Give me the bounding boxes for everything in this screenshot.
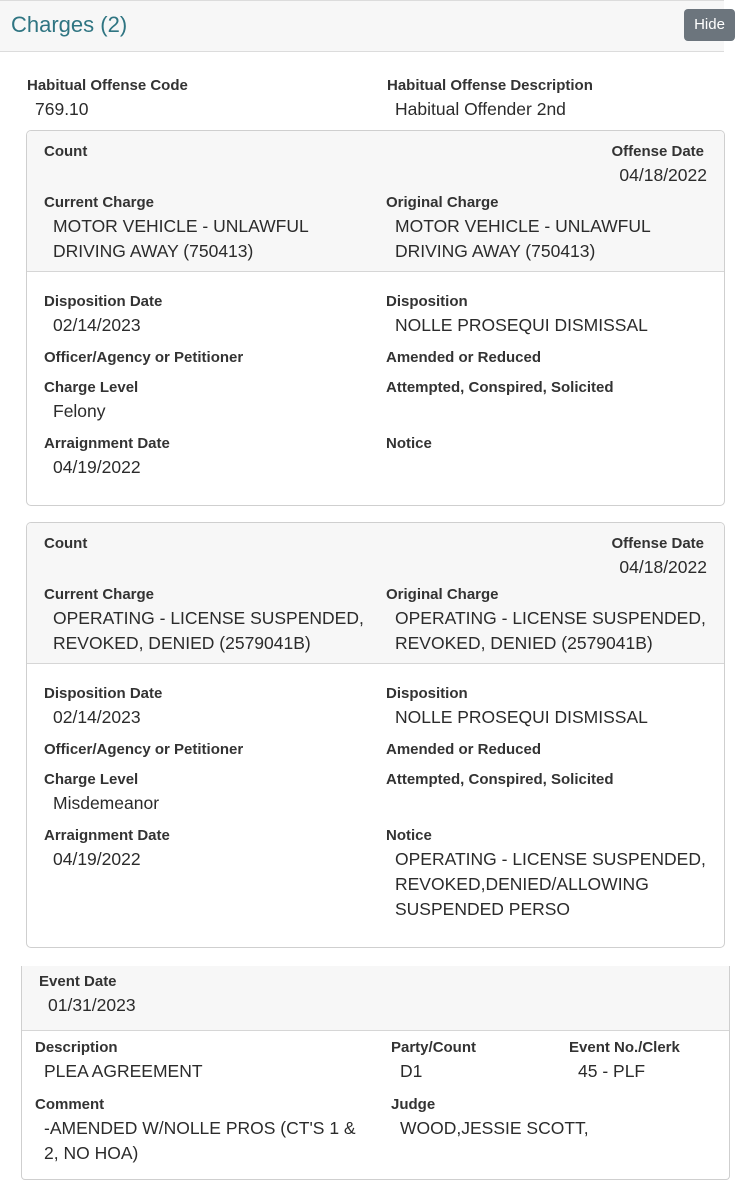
judge-label: Judge	[391, 1096, 436, 1113]
habitual-desc-value: Habitual Offender 2nd	[395, 99, 566, 119]
count-label: Count	[44, 143, 88, 160]
attempted-label: Attempted, Conspired, Solicited	[386, 379, 614, 396]
offense-date: 04/18/2022	[619, 165, 707, 185]
current-charge: OPERATING - LICENSE SUSPENDED, REVOKED, DENIED (2579041B)	[53, 608, 364, 653]
current-charge-label: Current Charge	[44, 586, 155, 603]
charge-card	[26, 130, 725, 506]
disposition-label: Disposition	[386, 293, 468, 310]
party-count-label: Party/Count	[391, 1039, 477, 1056]
event-card	[21, 966, 730, 1180]
charge-level: Misdemeanor	[53, 793, 160, 813]
disposition: NOLLE PROSEQUI DISMISSAL	[395, 315, 648, 335]
event-date: 01/31/2023	[48, 995, 136, 1015]
disposition: NOLLE PROSEQUI DISMISSAL	[395, 707, 648, 727]
charge-level: Felony	[53, 401, 106, 421]
hide-button[interactable]: Hide	[684, 9, 735, 41]
original-charge-label: Original Charge	[386, 194, 499, 211]
description-label: Description	[35, 1039, 118, 1056]
amended-label: Amended or Reduced	[386, 741, 542, 758]
arraignment-label: Arraignment Date	[44, 435, 170, 452]
officer-label: Officer/Agency or Petitioner	[44, 741, 244, 758]
offense-date-label: Offense Date	[611, 535, 704, 552]
current-charge: MOTOR VEHICLE - UNLAWFUL DRIVING AWAY (750413)	[53, 216, 309, 261]
attempted-label: Attempted, Conspired, Solicited	[386, 771, 614, 788]
charge-level-label: Charge Level	[44, 771, 139, 788]
disposition-date-label: Disposition Date	[44, 685, 163, 702]
arraignment-date: 04/19/2022	[53, 457, 141, 477]
offense-date-label: Offense Date	[611, 143, 704, 160]
offense-date: 04/18/2022	[619, 557, 707, 577]
charges-title: Charges (2)	[11, 12, 128, 37]
habitual-code-value: 769.10	[35, 99, 89, 119]
notice: OPERATING - LICENSE SUSPENDED, REVOKED,DENIED/ALLOWING SUSPENDED PERSO	[395, 849, 706, 919]
count-label: Count	[44, 535, 88, 552]
notice-label: Notice	[386, 827, 432, 844]
description: PLEA AGREEMENT	[44, 1061, 203, 1081]
party-count: D1	[400, 1061, 423, 1081]
habitual-code-label: Habitual Offense Code	[27, 77, 188, 94]
notice-label: Notice	[386, 435, 432, 452]
event-date-label: Event Date	[39, 973, 117, 990]
event-no-label: Event No./Clerk	[569, 1039, 680, 1056]
disposition-date: 02/14/2023	[53, 707, 141, 727]
disposition-date-label: Disposition Date	[44, 293, 163, 310]
comment: -AMENDED W/NOLLE PROS (CT'S 1 & 2, NO HOA)	[44, 1118, 356, 1163]
charge-level-label: Charge Level	[44, 379, 139, 396]
arraignment-label: Arraignment Date	[44, 827, 170, 844]
judge: WOOD,JESSIE SCOTT,	[400, 1118, 589, 1138]
original-charge: MOTOR VEHICLE - UNLAWFUL DRIVING AWAY (750413)	[395, 216, 651, 261]
original-charge: OPERATING - LICENSE SUSPENDED, REVOKED, DENIED (2579041B)	[395, 608, 706, 653]
officer-label: Officer/Agency or Petitioner	[44, 349, 244, 366]
event-no: 45 - PLF	[578, 1061, 646, 1081]
habitual-desc-label: Habitual Offense Description	[387, 77, 593, 94]
amended-label: Amended or Reduced	[386, 349, 542, 366]
charge-card	[26, 522, 725, 948]
original-charge-label: Original Charge	[386, 586, 499, 603]
charges-header	[0, 0, 724, 52]
comment-label: Comment	[35, 1096, 105, 1113]
arraignment-date: 04/19/2022	[53, 849, 141, 869]
disposition-label: Disposition	[386, 685, 468, 702]
disposition-date: 02/14/2023	[53, 315, 141, 335]
current-charge-label: Current Charge	[44, 194, 155, 211]
